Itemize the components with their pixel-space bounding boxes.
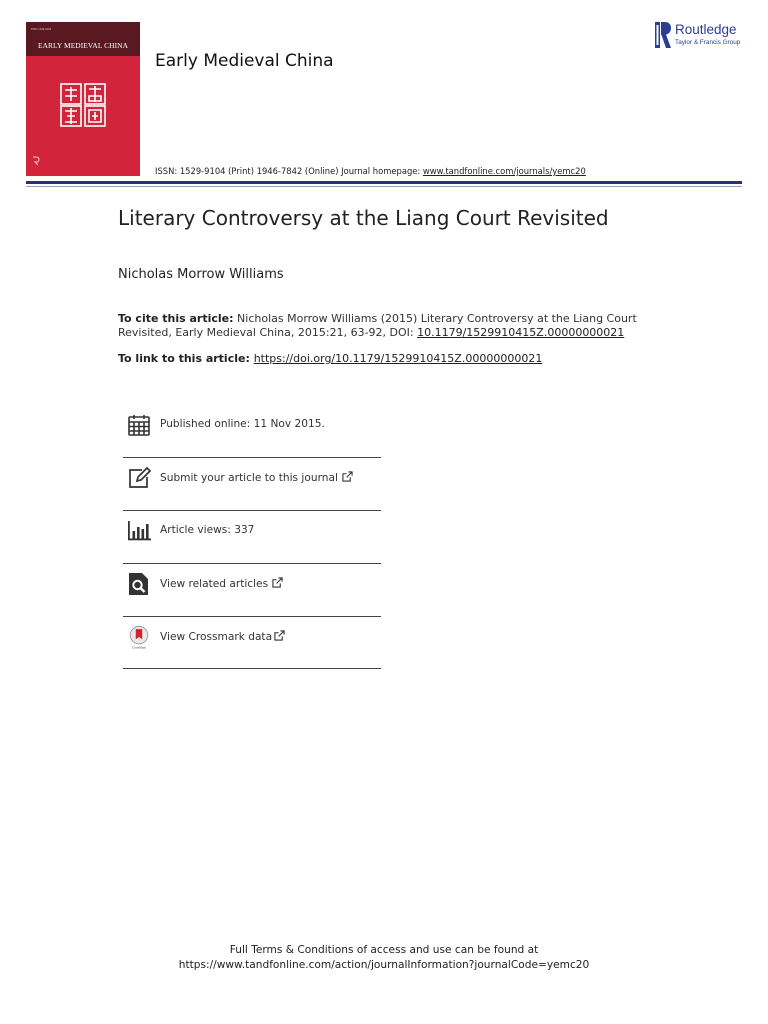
crossmark-link[interactable] xyxy=(160,630,285,643)
submit-article-label: Submit your article to this journal xyxy=(160,472,338,484)
link-label: To link to this article: xyxy=(118,352,254,365)
article-views-row xyxy=(123,519,381,559)
external-link-icon xyxy=(274,630,285,641)
article-views-text: Article views: 337 xyxy=(160,524,255,536)
header-thin-rule xyxy=(26,186,742,187)
row-divider xyxy=(123,563,381,564)
cover-publisher-logo-icon xyxy=(32,156,44,166)
journal-title: Early Medieval China xyxy=(155,51,334,71)
pencil-square-icon xyxy=(127,466,151,490)
publisher-logo[interactable] xyxy=(654,21,750,51)
journal-cover-image xyxy=(26,22,140,176)
article-url-link[interactable]: https://doi.org/10.1179/1529910415Z.00000000021 xyxy=(253,352,543,365)
article-author: Nicholas Morrow Williams xyxy=(118,267,284,282)
related-articles-link[interactable] xyxy=(160,577,283,590)
crossmark-row[interactable] xyxy=(123,625,381,665)
doi-link[interactable]: 10.1179/1529910415Z.00000000021 xyxy=(417,326,625,339)
publisher-group: Taylor & Francis Group xyxy=(675,39,741,46)
header-rule xyxy=(26,181,742,184)
cover-seal-icon xyxy=(59,82,107,128)
related-articles-label: View related articles xyxy=(160,578,269,590)
submit-article-link[interactable] xyxy=(160,471,353,484)
submit-article-row[interactable] xyxy=(123,466,381,506)
bar-chart-icon xyxy=(127,519,151,543)
calendar-icon xyxy=(127,413,151,437)
crossmark-icon xyxy=(127,625,151,649)
footer-terms xyxy=(0,943,768,973)
cover-small-label: ISSN 1529-9104 xyxy=(31,27,52,31)
article-title: Literary Controversy at the Liang Court Revisited xyxy=(118,206,609,230)
published-online-row xyxy=(123,413,381,453)
row-divider xyxy=(123,457,381,458)
article-link-line xyxy=(118,352,542,365)
search-document-icon xyxy=(127,572,151,596)
cite-label: To cite this article: xyxy=(118,312,234,325)
footer-line-1: Full Terms & Conditions of access and use can be found at xyxy=(229,944,539,956)
cover-title: EARLY MEDIEVAL CHINA xyxy=(37,41,129,50)
cite-text: Nicholas Morrow Williams (2015) Literary Controversy at the Liang Court Revisited, Early Medieval China, 2015:21, 63-92, DOI: xyxy=(118,312,637,339)
row-divider xyxy=(123,668,381,669)
external-link-icon xyxy=(272,577,283,588)
publisher-name: Routledge xyxy=(675,22,737,37)
footer-terms-link[interactable]: https://www.tandfonline.com/action/journalInformation?journalCode=yemc20 xyxy=(178,959,590,971)
crossmark-label: View Crossmark data xyxy=(160,631,273,643)
external-link-icon xyxy=(342,471,353,482)
published-online-text: Published online: 11 Nov 2015. xyxy=(160,418,325,430)
row-divider xyxy=(123,616,381,617)
related-articles-row[interactable] xyxy=(123,572,381,612)
issn-line xyxy=(155,166,586,176)
citation-block xyxy=(118,312,678,340)
svg-text:CrossMark: CrossMark xyxy=(132,645,146,649)
routledge-r-icon xyxy=(654,21,672,49)
row-divider xyxy=(123,510,381,511)
issn-text: ISSN: 1529-9104 (Print) 1946-7842 (Online) Journal homepage: xyxy=(155,166,423,176)
journal-homepage-link[interactable]: www.tandfonline.com/journals/yemc20 xyxy=(422,166,586,176)
